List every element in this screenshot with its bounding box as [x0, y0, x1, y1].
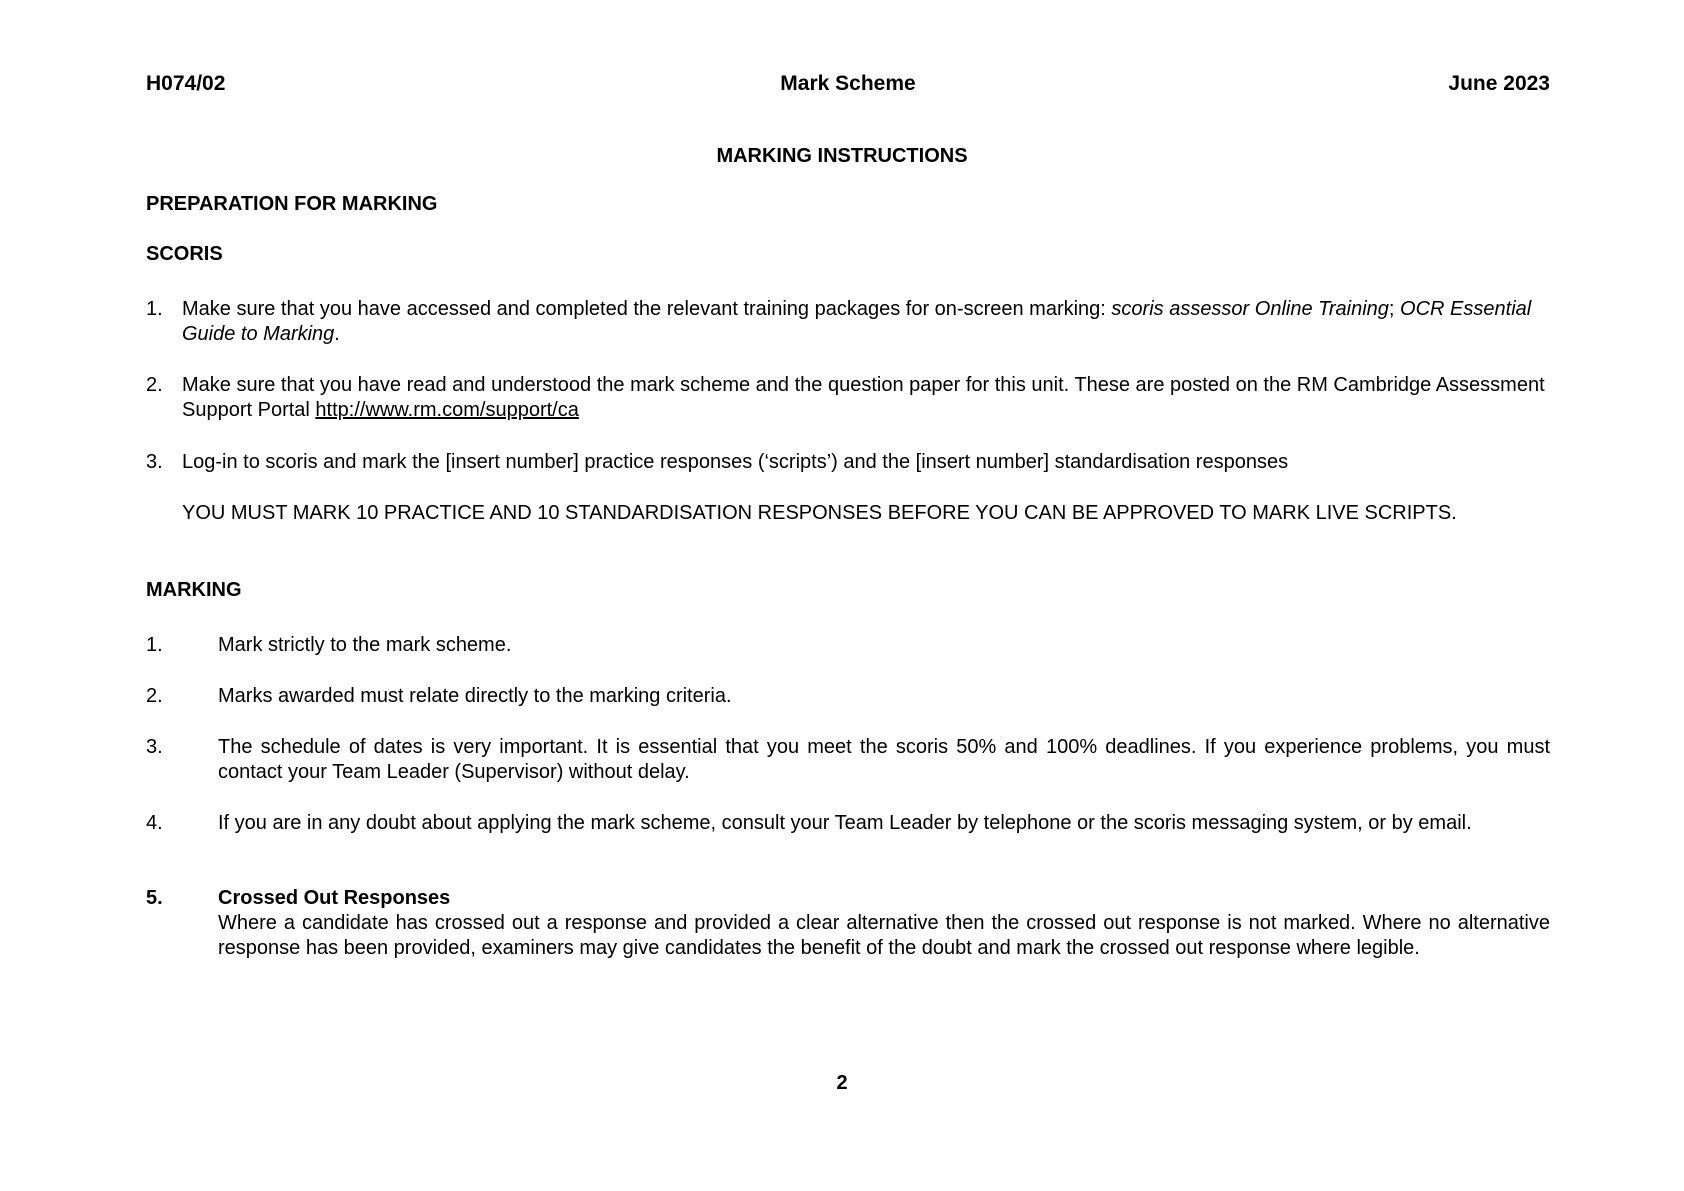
main-title: MARKING INSTRUCTIONS — [716, 145, 968, 167]
header-date: June 2023 — [1448, 72, 1550, 95]
page-header — [146, 72, 1550, 102]
preparation-heading: PREPARATION FOR MARKING — [146, 193, 438, 215]
item-text: Log-in to scoris and mark the [insert number] practice responses (‘scripts’) and the [insert number] standardisation responses — [182, 451, 1289, 473]
item-number: 2. — [146, 685, 163, 707]
item-text: Where a candidate has crossed out a response and provided a clear alternative then the crossed out response is not marked. Where no alternative response has been provided, examiners may give candidates the benefit of the doubt and mark the crossed out response where legible. — [218, 912, 1550, 959]
item-number: 1. — [146, 298, 163, 320]
item-number: 3. — [146, 451, 163, 473]
item-text: The schedule of dates is very important. It is essential that you meet the scoris 50% and 100% deadlines. If you experience problems, you must contact your Team Leader (Supervisor) without delay. — [218, 736, 1550, 783]
header-title: Mark Scheme — [780, 72, 916, 95]
paper-code: H074/02 — [146, 72, 226, 95]
scoris-heading: SCORIS — [146, 243, 223, 265]
item-text: Make sure that you have read and understood the mark scheme and the question paper for this unit. These are posted on the RM Cambridge Assessment Support Portal http://www.rm.com/support/ca — [182, 374, 1545, 421]
item-number: 2. — [146, 374, 163, 396]
item-text: Make sure that you have accessed and completed the relevant training packages for on-screen marking: scoris assessor Online Training; OCR Essential Guide to Marking. — [182, 298, 1532, 345]
item-number: 1. — [146, 634, 163, 656]
item-text: Mark strictly to the mark scheme. — [218, 634, 512, 656]
item-number: 3. — [146, 736, 163, 758]
item-number: 4. — [146, 812, 163, 834]
marking-heading: MARKING — [146, 579, 242, 601]
item-body — [218, 886, 1550, 961]
standardisation-note: YOU MUST MARK 10 PRACTICE AND 10 STANDARDISATION RESPONSES BEFORE YOU CAN BE APPROVED TO MARK LIVE SCRIPTS. — [182, 502, 1457, 524]
item-number: 5. — [146, 887, 163, 909]
support-portal-link[interactable]: http://www.rm.com/support/ca — [315, 399, 579, 421]
page-number: 2 — [836, 1072, 848, 1094]
item-title: Crossed Out Responses — [218, 887, 451, 909]
item-text: If you are in any doubt about applying the mark scheme, consult your Team Leader by telephone or the scoris messaging system, or by email. — [218, 812, 1472, 834]
item-text: Marks awarded must relate directly to the marking criteria. — [218, 685, 732, 707]
